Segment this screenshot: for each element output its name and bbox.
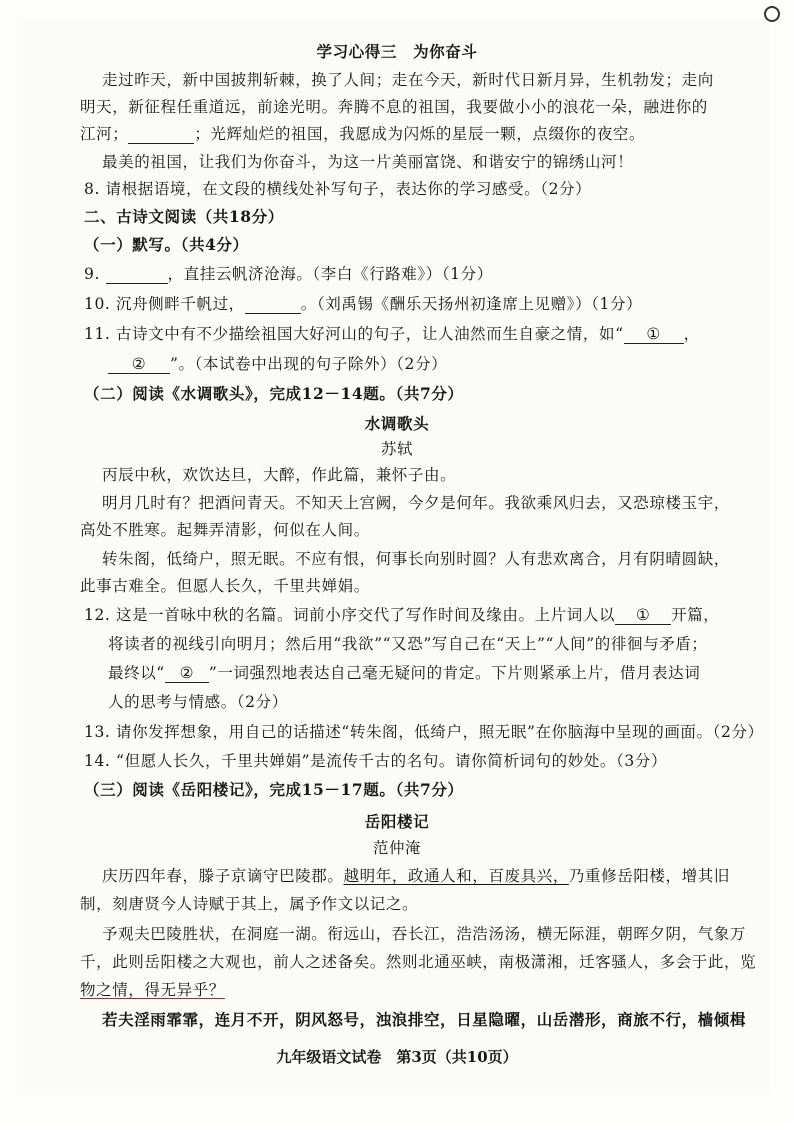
poem-preface: 丙辰中秋，欢饮达旦，大醉，作此篇，兼怀子由。 xyxy=(102,466,457,484)
part-heading: 二、古诗文阅读（共18分） xyxy=(84,207,284,226)
question-number: 9. xyxy=(84,265,106,283)
essay-line: 制，刻唐贤今人诗赋于其上，属予作文以记之。 xyxy=(80,895,419,913)
question-text: ，直挂云帆济沧海。（李白《行路难》）（1分） xyxy=(167,265,493,283)
passage-line: 最美的祖国，让我们为你奋斗，为这一片美丽富饶、和谐安宁的锦绣山河！ xyxy=(102,153,634,171)
fill-blank[interactable]: ② xyxy=(165,664,209,683)
subpart-heading: （一）默写。（共4分） xyxy=(84,235,249,254)
poem-line: 转朱阁，低绮户，照无眠。不应有恨，何事长向别时圆？人有悲欢离合，月有阴晴圆缺， xyxy=(102,550,730,568)
fill-blank[interactable] xyxy=(128,125,194,144)
poem-title: 水调歌头 xyxy=(364,414,430,433)
subpart-heading: （二）阅读《水调歌头》，完成12－14题。（共7分） xyxy=(84,384,464,403)
question-9 xyxy=(84,262,493,284)
question-11-cont xyxy=(108,352,447,374)
poem-line: 高处不胜寒。起舞弄清影，何似在人间。 xyxy=(80,521,370,539)
essay-line: 若夫淫雨霏霏，连月不开，阴风怒号，浊浪排空，日星隐曜，山岳潜形，商旅不行，樯倾楫 xyxy=(102,1010,747,1029)
fill-blank[interactable]: ① xyxy=(624,325,684,344)
question-12-line xyxy=(108,661,700,683)
question-14: 14. “但愿人长久，千里共婵娟”是流传千古的名句。请你简析词句的妙处。（3分） xyxy=(84,752,668,770)
essay-line xyxy=(102,864,730,886)
passage-text: 江河； xyxy=(80,125,129,143)
question-13: 13. 请你发挥想象，用自己的话描述“转朱阁，低绮户，照无眠”在你脑海中呈现的画面。（2分） xyxy=(84,723,764,741)
poem-line: 此事古难全。但愿人长久，千里共婵娟。 xyxy=(80,577,370,595)
fill-blank[interactable] xyxy=(106,265,168,284)
question-8: 8. 请根据语境，在文段的横线处补写句子，表达你的学习感受。（2分） xyxy=(84,180,592,198)
essay-underlined-text: 越明年，政通人和，百废具兴， xyxy=(343,867,569,885)
passage-line xyxy=(80,122,645,144)
essay-title: 岳阳楼记 xyxy=(364,812,430,831)
question-text: ”。（本试卷中出现的句子除外）（2分） xyxy=(170,355,448,373)
passage-text: ；光辉灿烂的祖国，我愿成为闪烁的星辰一颗，点缀你的夜空。 xyxy=(194,125,646,143)
question-text: 10. 沉舟侧畔千帆过， xyxy=(84,295,245,313)
question-text: ”一词强烈地表达自己毫无疑问的肯定。下片则紧承上片，借月表达词 xyxy=(208,664,701,682)
question-text: 12. 这是一首咏中秋的名篇。词前小序交代了写作时间及缘由。上片词人以 xyxy=(84,606,616,624)
page-footer: 九年级语文试卷 第3页（共10页） xyxy=(276,1048,518,1066)
passage-line: 走过昨天，新中国披荆斩棘，换了人间；走在今天，新时代日新月异，生机勃发；走向 xyxy=(102,71,714,89)
section-title: 学习心得三 为你奋斗 xyxy=(316,42,478,61)
passage-line: 明天，新征程任重道远，前途光明。奔腾不息的祖国，我要做小小的浪花一朵，融进你的 xyxy=(80,98,708,116)
question-text: 。（刘禹锡《酬乐天扬州初逢席上见赠》）（1分） xyxy=(300,295,643,313)
poem-author: 苏轼 xyxy=(380,440,414,458)
question-11 xyxy=(84,322,700,344)
fill-blank[interactable] xyxy=(245,295,301,314)
essay-line-underlined: 物之情，得无异乎？ xyxy=(80,981,225,999)
essay-text: 乃重修岳阳楼，增其旧 xyxy=(568,867,730,885)
essay-author: 范仲淹 xyxy=(372,839,422,857)
subpart-heading: （三）阅读《岳阳楼记》，完成15－17题。（共7分） xyxy=(84,780,464,799)
fill-blank[interactable]: ① xyxy=(615,606,671,625)
question-text: 开篇， xyxy=(671,606,720,624)
essay-line: 予观夫巴陵胜状，在洞庭一湖。衔远山，吞长江，浩浩汤汤，横无际涯，朝晖夕阴，气象万 xyxy=(102,925,747,943)
essay-line: 千，此则岳阳楼之大观也，前人之述备矣。然则北通巫峡，南极潇湘，迁客骚人，多会于此，览 xyxy=(80,953,757,971)
poem-line: 明月几时有？把酒问青天。不知天上宫阙，今夕是何年。我欲乘风归去，又恐琼楼玉宇， xyxy=(102,494,730,512)
question-text: 11. 古诗文中有不少描绘祖国大好河山的句子，让人油然而生自豪之情，如“ xyxy=(84,325,624,343)
essay-text: 庆历四年春，滕子京谪守巴陵郡。 xyxy=(102,867,344,885)
question-10 xyxy=(84,292,642,314)
question-text: 最终以“ xyxy=(108,664,165,682)
corner-mark-icon xyxy=(764,6,780,22)
question-12 xyxy=(84,603,719,625)
question-text: ， xyxy=(683,325,700,343)
question-12-line: 人的思考与情感。（2分） xyxy=(108,693,288,711)
question-12-line: 将读者的视线引向明月；然后用“我欲”“又恐”写自己在“天上”“人间”的徘徊与矛盾； xyxy=(108,635,708,653)
fill-blank[interactable]: ② xyxy=(108,355,170,374)
